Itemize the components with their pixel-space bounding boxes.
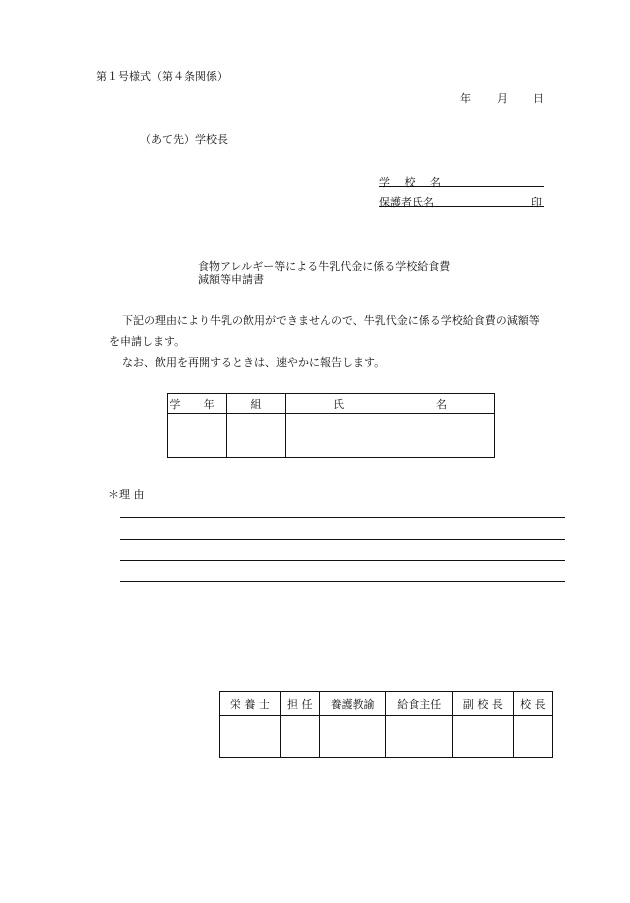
approval-table <box>219 691 553 758</box>
reason-line[interactable] <box>120 581 565 582</box>
addressee: （あて先）学校長 <box>140 133 228 146</box>
approval-header-lunch-chief: 給食主任 <box>386 692 453 716</box>
body-text-line3: なお、飲用を再開するときは、速やかに報告します。 <box>122 356 386 369</box>
name-cell[interactable] <box>286 414 495 458</box>
date-year: 年 <box>460 92 471 105</box>
approval-header-nutritionist: 栄 養 士 <box>220 692 281 716</box>
body-text-line1: 下記の理由により牛乳の飲用ができませんので、牛乳代金に係る学校給食費の減額等 <box>122 314 540 327</box>
form-number: 第１号様式（第４条関係） <box>96 70 228 83</box>
guardian-name-label: 保護者氏名 <box>379 196 434 209</box>
approval-stamp-cell[interactable] <box>453 716 514 758</box>
approval-stamp-cell[interactable] <box>513 716 552 758</box>
reason-line[interactable] <box>120 517 565 518</box>
reason-line[interactable] <box>120 539 565 540</box>
reason-line[interactable] <box>120 560 565 561</box>
name-header: 氏 名 <box>286 394 495 414</box>
approval-stamp-cell[interactable] <box>386 716 453 758</box>
reason-label: ＊理 由 <box>108 488 145 501</box>
seal-mark: 印 <box>531 196 542 209</box>
approval-header-vice-principal: 副 校 長 <box>453 692 514 716</box>
student-table <box>167 393 495 458</box>
approval-header-homeroom: 担 任 <box>280 692 319 716</box>
body-text-line2: を申請します。 <box>109 335 186 348</box>
school-name-label: 学 校 名 <box>379 176 447 189</box>
date-day: 日 <box>533 92 544 105</box>
approval-stamp-cell[interactable] <box>280 716 319 758</box>
document-title-line1: 食物アレルギー等による牛乳代金に係る学校給食費 <box>198 260 451 273</box>
class-header: 組 <box>227 394 286 414</box>
approval-header-nurse-teacher: 養護教諭 <box>319 692 386 716</box>
date-month: 月 <box>497 92 508 105</box>
approval-stamp-cell[interactable] <box>220 716 281 758</box>
class-cell[interactable] <box>227 414 286 458</box>
guardian-name-field <box>379 194 544 207</box>
grade-cell[interactable] <box>168 414 227 458</box>
grade-header: 学 年 <box>168 394 227 414</box>
document-title-line2: 減額等申請書 <box>198 273 264 286</box>
approval-header-principal: 校 長 <box>513 692 552 716</box>
school-name-field <box>379 174 544 187</box>
approval-stamp-cell[interactable] <box>319 716 386 758</box>
